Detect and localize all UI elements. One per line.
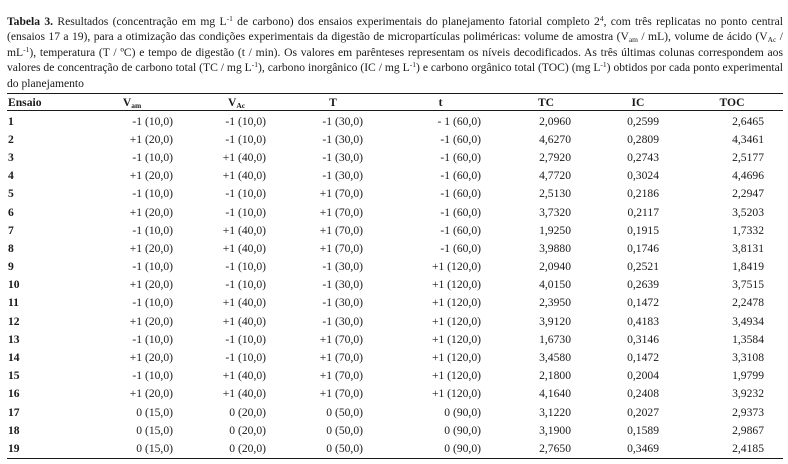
cell-vam: -1 (10,0): [132, 260, 173, 274]
cell-tc: 2,1800: [539, 369, 571, 383]
cell-temperature: -1 (30,0): [322, 150, 363, 164]
cell-vac: -1 (10,0): [225, 260, 266, 274]
cell-vac: +1 (40,0): [222, 296, 266, 310]
cell-vam: -1 (10,0): [132, 150, 173, 164]
cell-time: 0 (90,0): [444, 423, 481, 437]
cell-vam: 0 (15,0): [136, 405, 173, 419]
caption-text: ) obtidos por cada ponto experimental do planejamento: [7, 61, 784, 90]
cell-temperature: +1 (70,0): [319, 351, 363, 365]
caption-superscript: -1: [600, 60, 607, 70]
cell-tc: 2,0940: [539, 260, 571, 274]
cell-time: -1 (60,0): [440, 187, 481, 201]
cell-ic: 0,2809: [627, 132, 659, 146]
cell-toc: 4,4696: [732, 169, 764, 183]
cell-toc: 3,5203: [732, 205, 764, 219]
cell-ensaio: 5: [8, 187, 14, 201]
cell-time: +1 (120,0): [431, 332, 481, 346]
table-row: [7, 203, 783, 221]
results-table: [7, 94, 783, 458]
cell-toc: 2,6465: [732, 114, 764, 128]
cell-ic: 0,2004: [627, 369, 659, 383]
cell-time: +1 (120,0): [431, 260, 481, 274]
cell-temperature: +1 (70,0): [319, 187, 363, 201]
cell-toc: 3,8131: [732, 241, 764, 255]
table-row: [7, 185, 783, 203]
cell-time: +1 (120,0): [431, 387, 481, 401]
cell-toc: 2,2478: [732, 296, 764, 310]
cell-ensaio: 6: [8, 205, 14, 219]
header-toc: [681, 94, 783, 111]
cell-toc: 1,7332: [732, 223, 764, 237]
cell-vam: -1 (10,0): [132, 187, 173, 201]
table-row: [7, 239, 783, 257]
table-caption: [7, 14, 783, 92]
header-label: IC: [631, 95, 645, 109]
cell-tc: 4,0150: [539, 278, 571, 292]
table-row: [7, 148, 783, 166]
caption-text: / mL), volume de ácido (V: [638, 30, 768, 44]
header-tc: [497, 94, 595, 111]
table-row: [7, 167, 783, 185]
caption-text: ), carbono inorgânico (IC / mg L: [258, 61, 410, 75]
cell-vam: +1 (20,0): [129, 205, 173, 219]
table-row: [7, 130, 783, 148]
cell-vac: +1 (40,0): [222, 369, 266, 383]
header-label: T: [329, 95, 337, 109]
cell-temperature: -1 (30,0): [322, 169, 363, 183]
cell-tc: 3,9880: [539, 241, 571, 255]
header-row: [7, 94, 783, 111]
cell-vac: -1 (10,0): [225, 205, 266, 219]
cell-vam: +1 (20,0): [129, 169, 173, 183]
table-row: [7, 111, 783, 130]
cell-toc: 4,3461: [732, 132, 764, 146]
table-row: [7, 421, 783, 439]
cell-ensaio: 1: [8, 114, 14, 128]
cell-vam: +1 (20,0): [129, 387, 173, 401]
cell-ic: 0,4183: [627, 314, 659, 328]
cell-ensaio: 19: [8, 441, 20, 455]
table-row: [7, 258, 783, 276]
cell-vac: -1 (10,0): [225, 332, 266, 346]
cell-ic: 0,2521: [627, 260, 659, 274]
cell-time: +1 (120,0): [431, 296, 481, 310]
cell-vam: 0 (15,0): [136, 423, 173, 437]
cell-temperature: +1 (70,0): [319, 241, 363, 255]
cell-vac: 0 (20,0): [229, 423, 266, 437]
cell-ensaio: 2: [8, 132, 14, 146]
cell-temperature: +1 (70,0): [319, 332, 363, 346]
cell-vam: +1 (20,0): [129, 132, 173, 146]
cell-toc: 2,2947: [732, 187, 764, 201]
cell-time: 0 (90,0): [444, 441, 481, 455]
cell-tc: 2,3950: [539, 296, 571, 310]
header-time: [384, 94, 497, 111]
cell-time: -1 (60,0): [440, 132, 481, 146]
cell-ensaio: 10: [8, 278, 20, 292]
cell-time: -1 (60,0): [440, 205, 481, 219]
header-label: V: [227, 95, 237, 109]
cell-ic: 0,2027: [627, 405, 659, 419]
cell-vac: +1 (40,0): [222, 150, 266, 164]
header-ic: [595, 94, 681, 111]
cell-temperature: -1 (30,0): [322, 114, 363, 128]
cell-vam: +1 (20,0): [129, 241, 173, 255]
cell-temperature: +1 (70,0): [319, 223, 363, 237]
cell-vac: +1 (40,0): [222, 387, 266, 401]
table-row: [7, 385, 783, 403]
table-row: [7, 403, 783, 421]
cell-toc: 1,3584: [732, 332, 764, 346]
caption-text: ) e carbono orgânico total (TOC) (mg L: [416, 61, 601, 75]
cell-ic: 0,2599: [627, 114, 659, 128]
cell-ic: 0,3146: [627, 332, 659, 346]
header-vam: [73, 94, 191, 111]
cell-ensaio: 14: [8, 351, 20, 365]
cell-tc: 2,7650: [539, 441, 571, 455]
cell-tc: 2,0960: [539, 114, 571, 128]
cell-ensaio: 16: [8, 387, 20, 401]
cell-vac: -1 (10,0): [225, 351, 266, 365]
cell-vac: +1 (40,0): [222, 241, 266, 255]
table-row: [7, 348, 783, 366]
cell-tc: 3,1900: [539, 423, 571, 437]
cell-vam: -1 (10,0): [132, 296, 173, 310]
caption-text: , com três replicatas no ponto central (ensaios 17 a 19), para a otimização das condições experimentais da digestão de micropartículas poliméricas: volume de amostra (V: [7, 14, 783, 44]
cell-ic: 0,1589: [627, 423, 659, 437]
cell-ensaio: 8: [8, 241, 14, 255]
cell-vam: -1 (10,0): [132, 332, 173, 346]
cell-toc: 3,7515: [732, 278, 764, 292]
cell-toc: 2,5177: [732, 150, 764, 164]
cell-time: -1 (60,0): [440, 169, 481, 183]
caption-superscript: -1: [226, 13, 233, 23]
cell-toc: 2,9373: [732, 405, 764, 419]
cell-temperature: -1 (30,0): [322, 314, 363, 328]
cell-time: +1 (120,0): [431, 369, 481, 383]
cell-tc: 3,1220: [539, 405, 571, 419]
header-ensaio: [7, 94, 73, 111]
cell-vam: -1 (10,0): [132, 369, 173, 383]
cell-tc: 2,7920: [539, 150, 571, 164]
header-vac: [191, 94, 282, 111]
table-row: [7, 276, 783, 294]
cell-ic: 0,1472: [627, 351, 659, 365]
cell-temperature: 0 (50,0): [326, 423, 363, 437]
cell-ic: 0,2743: [627, 150, 659, 164]
header-label: t: [438, 95, 443, 109]
cell-temperature: -1 (30,0): [322, 132, 363, 146]
cell-tc: 4,7720: [539, 169, 571, 183]
cell-toc: 1,8419: [732, 260, 764, 274]
cell-ensaio: 11: [8, 296, 19, 310]
caption-text: ), temperatura (T / ºC) e tempo de digestão (t / min). Os valores em parênteses representam os níveis decodificados. As três últimas colunas correspondem aos valores de concentração de carbono total (TC / mg L: [7, 45, 783, 75]
cell-ensaio: 3: [8, 150, 14, 164]
cell-ensaio: 15: [8, 369, 20, 383]
cell-vac: +1 (40,0): [222, 169, 266, 183]
cell-temperature: -1 (30,0): [322, 278, 363, 292]
table-row: [7, 294, 783, 312]
cell-vam: -1 (10,0): [132, 114, 173, 128]
caption-superscript: 4: [599, 13, 604, 23]
cell-ic: 0,2117: [627, 205, 659, 219]
caption-text: Resultados (concentração em mg L: [53, 14, 227, 28]
cell-time: +1 (120,0): [431, 351, 481, 365]
cell-time: -1 (60,0): [440, 241, 481, 255]
cell-temperature: -1 (30,0): [322, 260, 363, 274]
table-bottom-rule: [7, 458, 783, 459]
cell-tc: 3,7320: [539, 205, 571, 219]
caption-text: de carbono) dos ensaios experimentais do planejamento fatorial completo 2: [232, 14, 600, 28]
cell-toc: 3,9232: [732, 387, 764, 401]
cell-vac: -1 (10,0): [225, 114, 266, 128]
cell-ensaio: 13: [8, 332, 20, 346]
cell-time: -1 (60,0): [440, 223, 481, 237]
cell-vam: 0 (15,0): [136, 441, 173, 455]
cell-vam: +1 (20,0): [129, 351, 173, 365]
cell-toc: 3,4934: [732, 314, 764, 328]
cell-toc: 1,9799: [732, 369, 764, 383]
cell-ic: 0,1915: [627, 223, 659, 237]
cell-vam: +1 (20,0): [129, 278, 173, 292]
cell-ic: 0,2639: [627, 278, 659, 292]
cell-ensaio: 7: [8, 223, 14, 237]
cell-temperature: 0 (50,0): [326, 441, 363, 455]
cell-toc: 3,3108: [732, 351, 764, 365]
table-row: [7, 312, 783, 330]
cell-ensaio: 18: [8, 423, 20, 437]
caption-superscript: -1: [251, 60, 259, 70]
cell-vac: -1 (10,0): [225, 278, 266, 292]
cell-vac: +1 (40,0): [222, 314, 266, 328]
cell-vac: +1 (40,0): [222, 223, 266, 237]
caption-label: Tabela 3.: [7, 14, 54, 28]
header-subscript: am: [131, 100, 142, 110]
cell-ensaio: 4: [8, 169, 14, 183]
cell-time: +1 (120,0): [431, 278, 481, 292]
cell-time: - 1 (60,0): [437, 114, 481, 128]
cell-toc: 2,4185: [732, 441, 764, 455]
cell-ic: 0,1746: [627, 241, 659, 255]
cell-ic: 0,1472: [627, 296, 659, 310]
cell-time: +1 (120,0): [431, 314, 481, 328]
cell-temperature: +1 (70,0): [319, 387, 363, 401]
table-row: [7, 330, 783, 348]
cell-ensaio: 9: [8, 260, 14, 274]
cell-tc: 2,5130: [539, 187, 571, 201]
table-row: [7, 221, 783, 239]
header-temperature: [282, 94, 384, 111]
caption-superscript: -1: [23, 44, 30, 54]
cell-vac: 0 (20,0): [229, 441, 266, 455]
caption-superscript: -1: [409, 60, 417, 70]
table-row: [7, 367, 783, 385]
caption-subscript: am: [628, 35, 639, 45]
table-row: [7, 439, 783, 457]
cell-tc: 1,6730: [539, 332, 571, 346]
cell-tc: 4,1640: [539, 387, 571, 401]
caption-text: / mL: [7, 30, 784, 59]
cell-vac: 0 (20,0): [229, 405, 266, 419]
cell-ic: 0,3024: [627, 169, 659, 183]
cell-vam: -1 (10,0): [132, 223, 173, 237]
cell-ic: 0,2186: [627, 187, 659, 201]
header-label: TC: [537, 95, 555, 109]
cell-ic: 0,3469: [627, 441, 659, 455]
cell-time: 0 (90,0): [444, 405, 481, 419]
header-subscript: Ac: [236, 100, 246, 110]
header-label: Ensaio: [8, 95, 42, 109]
cell-vac: -1 (10,0): [225, 187, 266, 201]
cell-vam: +1 (20,0): [129, 314, 173, 328]
cell-temperature: 0 (50,0): [326, 405, 363, 419]
header-label: TOC: [719, 95, 745, 109]
cell-time: -1 (60,0): [440, 150, 481, 164]
cell-vac: -1 (10,0): [225, 132, 266, 146]
cell-ensaio: 17: [8, 405, 20, 419]
cell-tc: 3,4580: [539, 351, 571, 365]
cell-ensaio: 12: [8, 314, 20, 328]
caption-subscript: Ac: [767, 35, 777, 45]
cell-toc: 2,9867: [732, 423, 764, 437]
cell-temperature: +1 (70,0): [319, 205, 363, 219]
cell-ic: 0,2408: [627, 387, 659, 401]
table-body: [7, 111, 783, 458]
cell-tc: 4,6270: [539, 132, 571, 146]
header-label: V: [122, 95, 132, 109]
cell-temperature: +1 (70,0): [319, 369, 363, 383]
cell-tc: 1,9250: [539, 223, 571, 237]
cell-temperature: -1 (30,0): [322, 296, 363, 310]
cell-tc: 3,9120: [539, 314, 571, 328]
